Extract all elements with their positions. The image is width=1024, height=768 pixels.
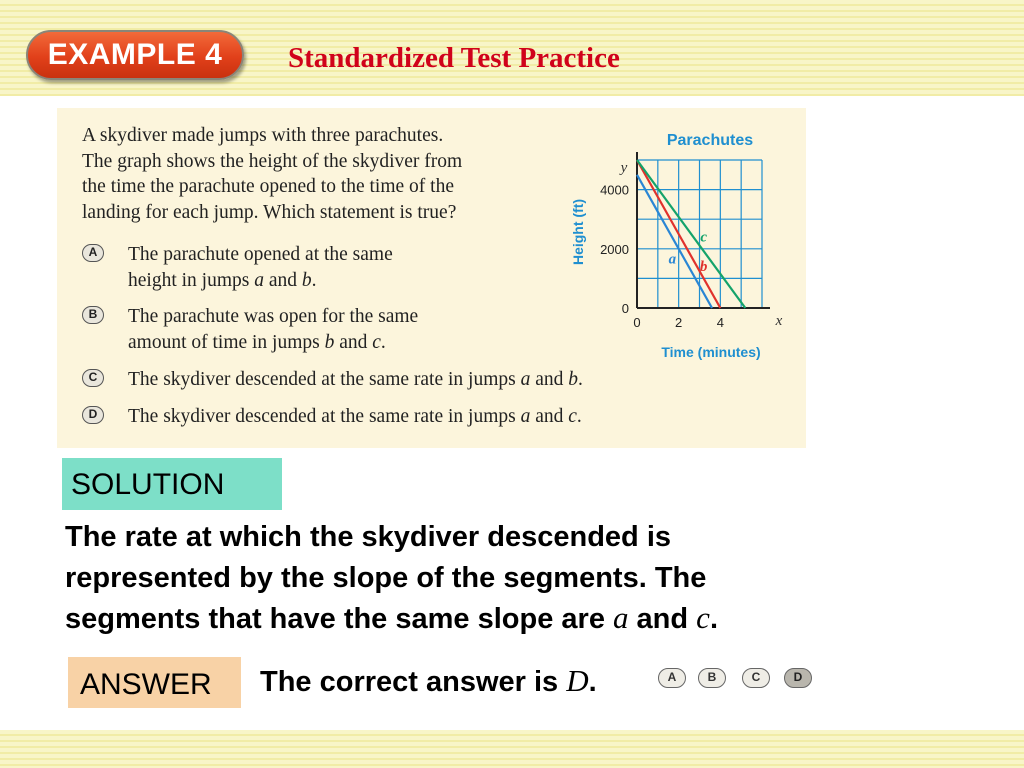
- solution-text-part: and: [628, 603, 697, 635]
- problem-line: The graph shows the height of the skydiver from: [82, 150, 463, 172]
- choice-b-text: [128, 304, 418, 355]
- choice-d-var: a: [520, 406, 531, 427]
- series-line-c: [637, 160, 745, 308]
- answer-label: ANSWER: [68, 657, 241, 708]
- choice-c-var: b: [568, 369, 578, 390]
- problem-line: the time the parachute opened to the time of the: [82, 176, 454, 197]
- answer-text-part: The correct answer is: [260, 666, 567, 698]
- solution-var: c: [696, 600, 710, 635]
- page-title: Standardized Test Practice: [288, 42, 620, 74]
- choice-d-bubble: D: [82, 406, 104, 424]
- problem-statement: [82, 123, 562, 225]
- chart-title: Parachutes: [666, 132, 754, 149]
- choice-a-bubble: A: [82, 244, 104, 262]
- example-badge-label: EXAMPLE 4: [47, 38, 223, 71]
- x-tick-label: 2: [675, 315, 683, 330]
- footer-stripe: [0, 730, 1024, 768]
- chart-y-axis-letter: y: [620, 160, 628, 176]
- choice-b-bubble: B: [82, 306, 104, 324]
- choice-c-text-part: and: [530, 369, 569, 390]
- choice-c-text-part: The skydiver descended at the same rate in jumps: [128, 369, 521, 390]
- chart-y-label: Height (ft): [570, 198, 586, 266]
- solution-line: [65, 598, 965, 640]
- choice-c-text-part: .: [578, 369, 583, 390]
- y-tick-label: 2000: [600, 241, 629, 257]
- solution-line: The rate at which the skydiver descended is: [65, 521, 671, 553]
- choice-b-text-part: .: [380, 331, 386, 353]
- series-label-c: c: [700, 229, 708, 246]
- solution-line: represented by the slope of the segments. The: [65, 561, 707, 594]
- answer-text: [260, 663, 597, 699]
- solution-label: SOLUTION: [62, 458, 282, 510]
- chart-x-axis-letter: x: [775, 313, 783, 329]
- solution-text-part: .: [709, 603, 718, 635]
- choice-c-text: [128, 367, 583, 393]
- answer-text-part: .: [588, 666, 597, 698]
- choice-a-text-part: height in jumps: [128, 269, 255, 291]
- answer-letter: D: [566, 663, 589, 698]
- choice-d-var: c: [568, 406, 577, 427]
- choice-a-var: b: [301, 269, 312, 291]
- problem-line: A skydiver made jumps with three parachutes.: [82, 125, 444, 146]
- choice-a-text-part: .: [311, 269, 317, 291]
- chart-series: [637, 160, 745, 308]
- answer-bubble-b: B: [698, 668, 726, 688]
- choice-b-line1: The parachute was open for the same: [128, 306, 419, 327]
- chart-x-label: Time (minutes): [661, 344, 761, 360]
- choice-d-text-part: The skydiver descended at the same rate in jumps: [128, 406, 521, 427]
- y-tick-label: 4000: [600, 182, 629, 198]
- choice-d-text-part: and: [530, 406, 569, 427]
- choice-b-var: b: [324, 331, 335, 353]
- choice-a-text-part: and: [263, 269, 302, 291]
- problem-line: landing for each jump. Which statement is true?: [82, 201, 457, 223]
- series-label-a: a: [668, 251, 677, 268]
- choice-c-bubble: C: [82, 369, 104, 387]
- parachutes-chart: [560, 118, 800, 368]
- choice-a-line1: The parachute opened at the same: [128, 244, 393, 265]
- series-label-b: b: [699, 259, 708, 275]
- choice-a-var: a: [254, 269, 264, 291]
- choice-b-text-part: amount of time in jumps: [128, 331, 325, 353]
- choice-c-var: a: [520, 369, 531, 390]
- answer-bubble-c: C: [742, 668, 770, 688]
- solution-text-part: segments that have the same slope are: [65, 603, 613, 635]
- example-badge: [26, 30, 244, 80]
- solution-var: a: [613, 600, 629, 635]
- x-tick-label: 0: [633, 315, 641, 330]
- choice-d-text-part: .: [576, 406, 582, 427]
- answer-bubble-a: A: [658, 668, 686, 688]
- solution-text: [65, 517, 965, 640]
- choice-d-text: [128, 404, 582, 430]
- choice-a-text: [128, 242, 393, 293]
- x-tick-label: 4: [716, 315, 724, 330]
- choice-b-var: c: [372, 331, 381, 353]
- y-tick-label: 0: [621, 301, 629, 316]
- answer-bubble-d: D: [784, 668, 812, 688]
- choice-b-text-part: and: [334, 331, 373, 353]
